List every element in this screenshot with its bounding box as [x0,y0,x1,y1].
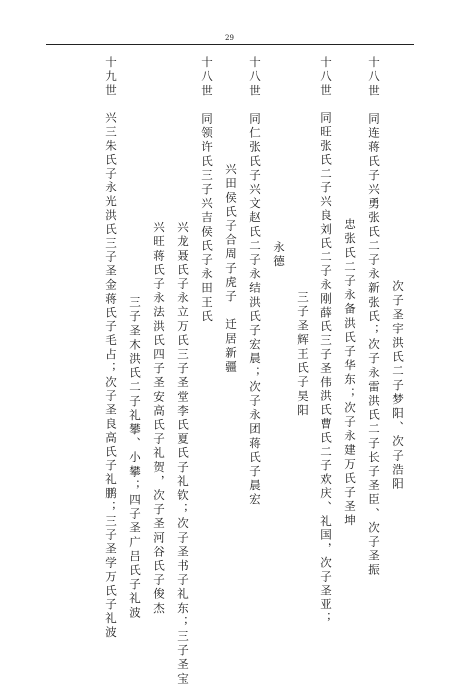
text-column-10: 兴龙聂氏子永立万氏三子圣堂李氏夏氏子礼钦；次子圣书子礼东；三子圣宝 [176,221,190,686]
header-rule [46,44,414,45]
text-column-8: 兴田侯氏子合周子虎子 迁居新疆 [224,163,238,375]
text-column-4: 十八世 同旺张氏二子兴良刘氏二子永刚薛氏三子圣伟洪氏曹氏二子欢庆、礼国，次子圣亚； [319,56,333,626]
text-column-3: 忠张氏二子永备洪氏子华东；次子永建万氏子圣坤 [343,218,357,529]
text-column-9: 十八世 同领许氏三子兴吉侯氏子永田王氏 [200,56,214,324]
text-column-2: 十八世 同连蒋氏子兴勇张氏二子永新张氏；次子永雷洪氏二子长子圣臣、次子圣振 [367,56,381,578]
page-number: 29 [225,34,234,42]
text-column-6: 永德 [272,241,286,270]
text-column-5: 三子圣辉王氏子昊阳 [296,291,310,418]
text-column-11: 兴旺蒋氏子永法洪氏四子圣安高氏子礼贺，次子圣河谷氏子俊杰 [152,221,166,616]
text-column-7: 十八世 同仁张氏子兴文赵氏二子永结洪氏子宏晨；次子永团蒋氏子晨宏 [248,56,262,508]
text-column-13: 十九世 兴三朱氏子永光洪氏三子圣金蒋氏子毛占；次子圣良高氏子礼鹏；三子圣学万氏子礼波 [104,56,118,640]
text-column-1: 次子圣宇洪氏二子梦阳、次子浩阳 [391,280,405,492]
text-column-12: 三子圣木洪氏二子礼攀、小攀；四子圣广吕氏子礼波 [128,296,142,621]
